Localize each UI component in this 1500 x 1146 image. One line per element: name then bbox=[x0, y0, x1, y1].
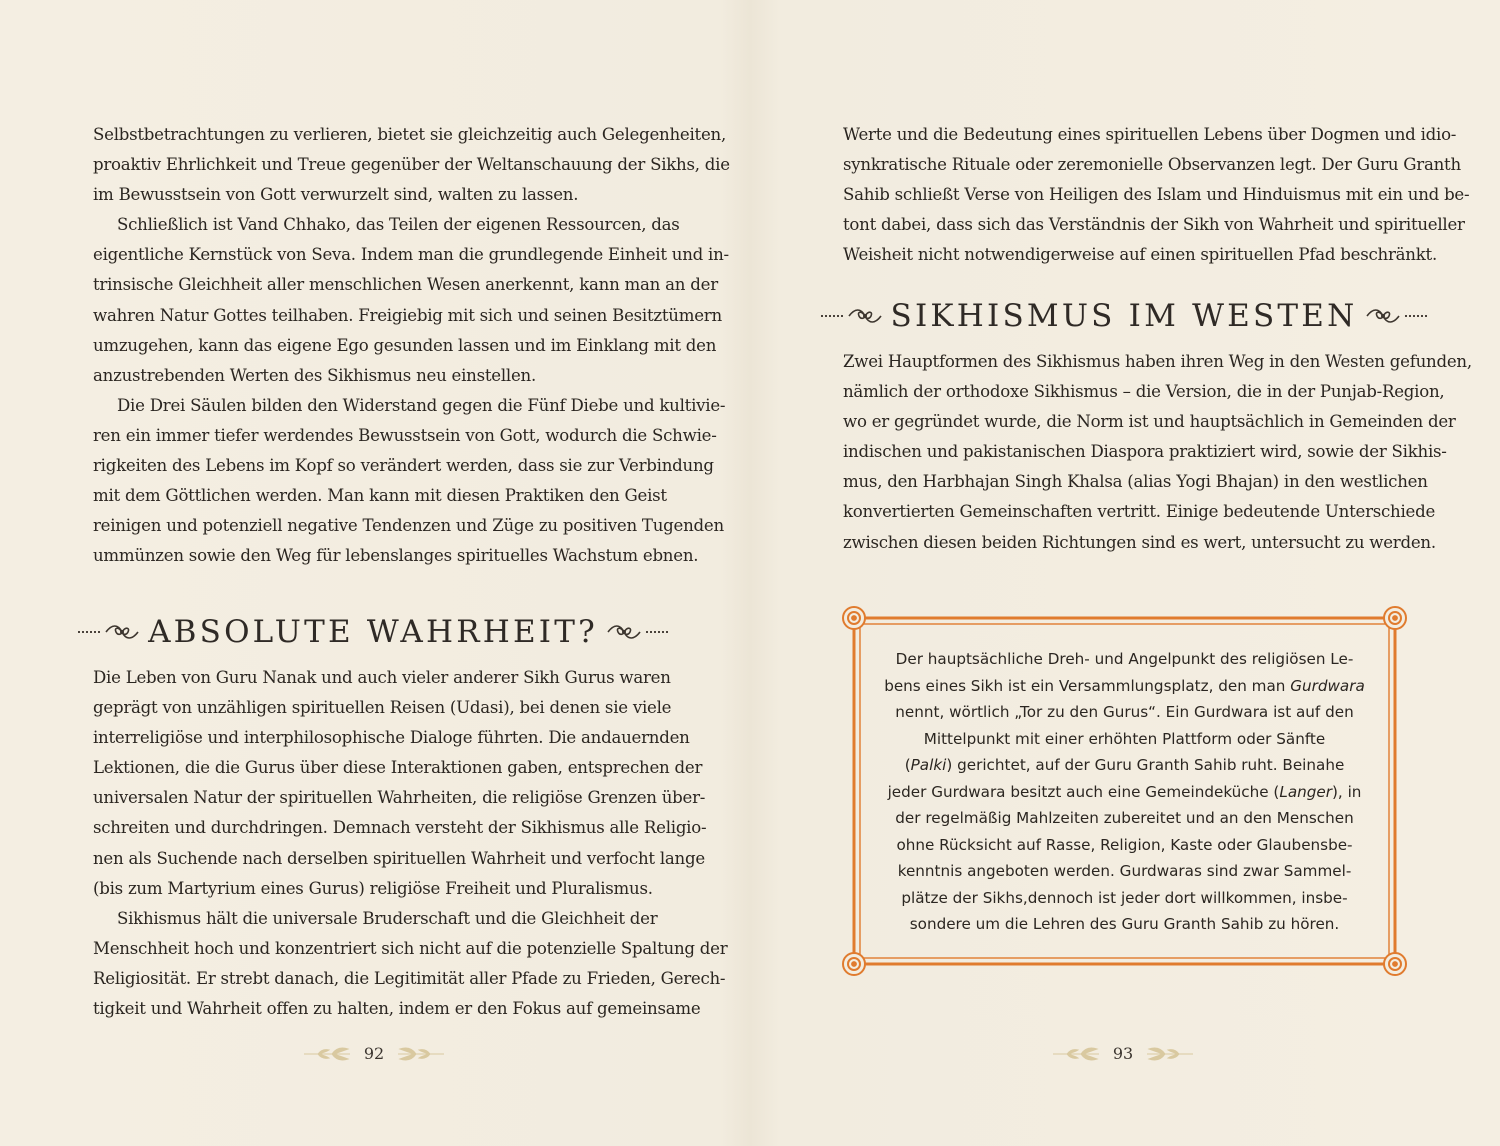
text-line: rigkeiten des Lebens im Kopf so verändert werden, dass sie zur Verbindung bbox=[93, 456, 714, 476]
leaf-ornament-icon bbox=[1051, 1045, 1101, 1063]
text-line: Werte und die Bedeutung eines spirituellen Lebens über Dogmen und idio- bbox=[843, 125, 1457, 144]
box-line: (Palki) gerichtet, auf der Guru Granth Sahib ruht. Beinahe bbox=[904, 756, 1345, 774]
left-body-text bbox=[93, 663, 727, 1024]
box-line: nennt, wörtlich „Tor zu den Gurus“. Ein Gurdwara ist auf den bbox=[895, 703, 1354, 721]
box-line: der regelmäßig Mahlzeiten zubereitet und an den Menschen bbox=[895, 809, 1354, 827]
ornament-right-icon bbox=[1365, 306, 1431, 326]
text-line: wo er gegründet wurde, die Norm ist und hauptsächlich in Gemeinden der bbox=[843, 412, 1456, 432]
box-line: ohne Rücksicht auf Rasse, Religion, Kaste oder Glaubensbe- bbox=[896, 835, 1353, 854]
page-number-right bbox=[1043, 1044, 1203, 1063]
text-line: Zwei Hauptformen des Sikhismus haben ihren Weg in den Westen gefunden, bbox=[843, 352, 1472, 371]
ornament-right-icon bbox=[606, 622, 672, 642]
text-line: ren ein immer tiefer werdendes Bewusstsein von Gott, wodurch die Schwie- bbox=[93, 425, 717, 445]
right-body-text bbox=[843, 347, 1472, 558]
box-line: Mittelpunkt mit einer erhöhten Plattform oder Sänfte bbox=[923, 729, 1326, 748]
box-line: bens eines Sikh ist ein Versammlungsplatz, den man Gurdwara bbox=[884, 676, 1365, 695]
text-line: proaktiv Ehrlichkeit und Treue gegenüber der Weltanschauung der Sikhs, die bbox=[93, 155, 730, 175]
text-line: (bis zum Martyrium eines Gurus) religiöse Freiheit und Pluralismus. bbox=[93, 878, 653, 898]
text-line: im Bewusstsein von Gott verwurzelt sind, walten zu lassen. bbox=[93, 185, 579, 205]
leaf-ornament-icon bbox=[396, 1045, 446, 1063]
text-line: anzustrebenden Werten des Sikhismus neu einstellen. bbox=[93, 365, 537, 385]
text-line: Schließlich ist Vand Chhako, das Teilen der eigenen Ressourcen, das bbox=[117, 215, 680, 235]
text-line: ummünzen sowie den Weg für lebenslanges spirituelles Wachstum ebnen. bbox=[93, 546, 699, 566]
section-heading-absolute-wahrheit bbox=[93, 608, 653, 656]
box-line: kenntnis angeboten werden. Gurdwaras sind zwar Sammel- bbox=[897, 862, 1352, 880]
text-line: universalen Natur der spirituellen Wahrheiten, die religiöse Grenzen über- bbox=[93, 788, 706, 808]
text-line: konvertierten Gemeinschaften vertritt. Einige bedeutende Unterschiede bbox=[843, 502, 1436, 522]
text-line: umzugehen, kann das eigene Ego gesunden lassen und im Einklang mit den bbox=[93, 335, 717, 355]
section-heading-text: ABSOLUTE WAHRHEIT? bbox=[148, 614, 598, 650]
text-line: interreligiöse und interphilosophische Dialoge führten. Die andauernden bbox=[93, 728, 690, 748]
page-number-left bbox=[294, 1044, 454, 1063]
text-line: tigkeit und Wahrheit offen zu halten, indem er den Fokus auf gemeinsame bbox=[93, 999, 701, 1019]
leaf-ornament-icon bbox=[1145, 1045, 1195, 1063]
term-palki: Palki bbox=[910, 756, 947, 774]
right-intro-text bbox=[843, 120, 1469, 270]
box-text bbox=[862, 646, 1387, 938]
text-line: geprägt von unzähligen spirituellen Reisen (Udasi), bei denen sie viele bbox=[93, 698, 672, 718]
text-line: nen als Suchende nach derselben spirituellen Wahrheit und verfocht lange bbox=[93, 848, 705, 868]
text-line: Lektionen, die die Gurus über diese Interaktionen gaben, entsprechen der bbox=[93, 758, 703, 778]
ornament-left-icon bbox=[817, 306, 883, 326]
term-gurdwara: Gurdwara bbox=[1290, 676, 1365, 695]
box-line: plätze der Sikhs,dennoch ist jeder dort willkommen, insbe- bbox=[901, 888, 1348, 907]
text-line: nämlich der orthodoxe Sikhismus – die Version, die in der Punjab-Region, bbox=[843, 382, 1445, 402]
box-line: jeder Gurdwara besitzt auch eine Gemeindeküche (Langer), in bbox=[887, 782, 1362, 801]
sidebar-box-gurdwara bbox=[842, 606, 1407, 976]
text-line: Sahib schließt Verse von Heiligen des Islam und Hinduismus mit ein und be- bbox=[843, 185, 1470, 205]
box-line: sondere um die Lehren des Guru Granth Sahib zu hören. bbox=[909, 915, 1340, 933]
text-line: wahren Natur Gottes teilhaben. Freigiebig mit sich und seinen Besitztümern bbox=[93, 305, 722, 325]
text-line: eigentliche Kernstück von Seva. Indem man die grundlegende Einheit und in- bbox=[93, 245, 729, 265]
text-line: synkratische Rituale oder zeremonielle Observanzen legt. Der Guru Granth bbox=[843, 155, 1461, 175]
text-line: Sikhismus hält die universale Bruderschaft und die Gleichheit der bbox=[117, 908, 658, 928]
left-intro-text bbox=[93, 120, 730, 571]
section-heading-text: SIKHISMUS IM WESTEN bbox=[890, 298, 1358, 334]
leaf-ornament-icon bbox=[302, 1045, 352, 1063]
text-line: trinsische Gleichheit aller menschlichen Wesen anerkennt, kann man an der bbox=[93, 275, 718, 295]
text-line: zwischen diesen beiden Richtungen sind es wert, untersucht zu werden. bbox=[843, 532, 1436, 552]
ornament-left-icon bbox=[74, 622, 140, 642]
text-line: Die Drei Säulen bilden den Widerstand gegen die Fünf Diebe und kultivie- bbox=[117, 395, 726, 415]
text-line: tont dabei, dass sich das Verständnis der Sikh von Wahrheit und spiritueller bbox=[843, 215, 1465, 235]
page-number: 92 bbox=[363, 1044, 385, 1063]
text-line: Menschheit hoch und konzentriert sich nicht auf die potenzielle Spaltung der bbox=[93, 938, 728, 958]
text-line: schreiten und durchdringen. Demnach versteht der Sikhismus alle Religio- bbox=[93, 818, 707, 838]
box-line: Der hauptsächliche Dreh- und Angelpunkt des religiösen Le- bbox=[895, 650, 1354, 668]
term-langer: Langer bbox=[1279, 782, 1332, 801]
text-line: Weisheit nicht notwendigerweise auf einen spirituellen Pfad beschränkt. bbox=[843, 245, 1437, 265]
page-number: 93 bbox=[1112, 1044, 1134, 1063]
text-line: mit dem Göttlichen werden. Man kann mit diesen Praktiken den Geist bbox=[93, 486, 667, 506]
text-line: Religiosität. Er strebt danach, die Legitimität aller Pfade zu Frieden, Gerech- bbox=[93, 968, 726, 988]
text-line: Die Leben von Guru Nanak und auch vieler anderer Sikh Gurus waren bbox=[93, 668, 671, 687]
text-line: reinigen und potenziell negative Tendenzen und Züge zu positiven Tugenden bbox=[93, 516, 724, 536]
text-line: Selbstbetrachtungen zu verlieren, bietet sie gleichzeitig auch Gelegenheiten, bbox=[93, 125, 726, 144]
text-line: indischen und pakistanischen Diaspora praktiziert wird, sowie der Sikhis- bbox=[843, 442, 1447, 462]
section-heading-sikhismus-im-westen bbox=[843, 292, 1405, 340]
text-line: mus, den Harbhajan Singh Khalsa (alias Yogi Bhajan) in den westlichen bbox=[843, 472, 1428, 492]
